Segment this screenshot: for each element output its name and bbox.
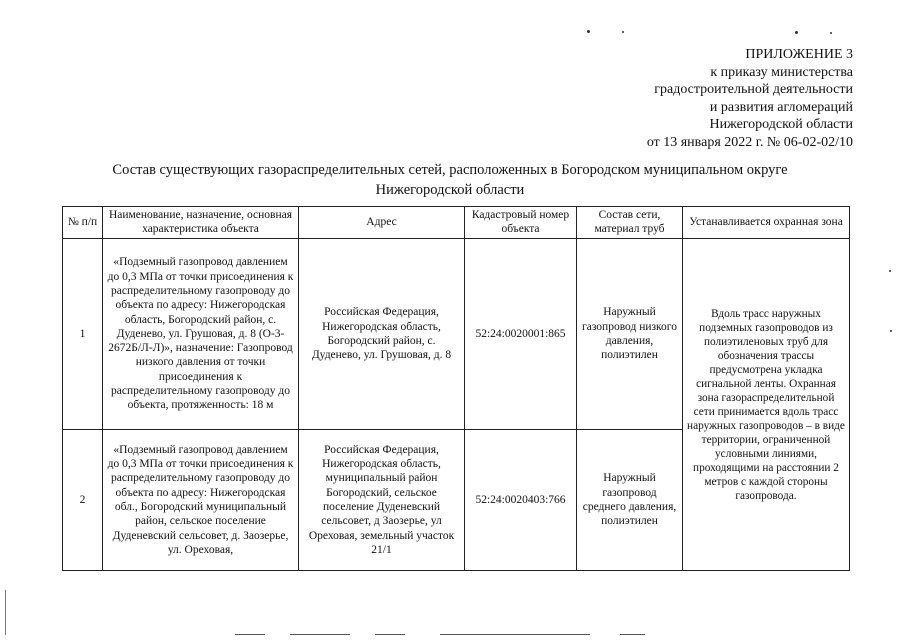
document-title [55,160,845,200]
object-address: Российская Федерация, Нижегородская область, Богородский район, с. Дуденево, ул. Грушовая, д. 8 [299,239,465,430]
object-description: «Подземный газопровод давлением до 0,3 МПа от точки присоединения к распределительному газопроводу до объекта по адресу: Нижегородская область, Богородский район, с. Дуденево, ул. Грушовая, д. 8 (О-3-2672Б/Л-Л)», назначение: Газопровод низкого давления от точки присоединения к распределительному газопроводу до объекта, протяженность: 18 м [103,239,299,430]
document-title-line-2: Нижегородской области [375,182,525,198]
header-composition: Состав сети, материал труб [577,207,683,239]
scan-speck [795,31,798,34]
scan-speck [830,32,832,34]
ministry-line: градостроительной деятельности [654,82,853,97]
scan-edge-line [620,634,645,635]
cadastral-number: 52:24:0020403:766 [465,430,577,571]
table-row [63,239,850,430]
object-address: Российская Федерация, Нижегородская область, муниципальный район Богородский, сельское поселение Дуденевский сельсовет, д Заозерье, ул Ореховая, земельный участок 21/1 [299,430,465,571]
header-name: Наименование, назначение, основная характеристика объекта [103,207,299,239]
region-line: Нижегородской области [709,117,853,132]
network-composition: Наружный газопровод низкого давления, полиэтилен [577,239,683,430]
header-address: Адрес [299,207,465,239]
scan-speck [890,330,892,332]
scan-speck [889,270,891,272]
document-title-line-1: Состав существующих газораспределительных сетей, расположенных в Богородском муниципальном округе [112,162,788,178]
gas-network-table [62,206,850,571]
table-header-row [63,207,850,239]
scan-edge-line [5,590,6,635]
header-number: № п/п [63,207,103,239]
order-reference-line: к приказу министерства [710,64,853,80]
scan-speck [587,30,590,33]
object-description: «Подземный газопровод давлением до 0,3 МПа от точки присоединения к распределительному газопроводу до объекта по адресу: Нижегородская обл., Богородский муниципальный район, сельское поселение Дуденевский сельсовет, д. Заозерье, ул. Ореховая, [103,430,299,571]
network-composition: Наружный газопровод среднего давления, полиэтилен [577,430,683,571]
header-cadastral: Кадастровый номер объекта [465,207,577,239]
scan-edge-line [375,634,405,635]
row-number: 2 [63,430,103,571]
scan-speck [622,31,624,33]
header-protection-zone: Устанавливается охранная зона [683,207,850,239]
row-number: 1 [63,239,103,430]
appendix-number: ПРИЛОЖЕНИЕ 3 [745,47,853,62]
protection-zone-description: Вдоль трасс наружных подземных газопроводов из полиэтиленовых труб для обозначения трассы предусмотрена укладка сигнальной ленты. Охранная зона газораспределительной сети принимается вдоль трасс наружных газопроводов – в виде территории, ограниченной условными линиями, проходящими на расстоянии 2 метров с каждой стороны газопровода. [683,239,850,571]
appendix-header [523,46,853,151]
order-date-number: от 13 января 2022 г. № 06-02-02/10 [646,134,853,150]
ministry-line-2: и развития агломераций [709,99,853,115]
scan-edge-line [440,634,590,635]
scan-edge-line [235,634,265,635]
cadastral-number: 52:24:0020001:865 [465,239,577,430]
scan-edge-line [290,634,350,635]
